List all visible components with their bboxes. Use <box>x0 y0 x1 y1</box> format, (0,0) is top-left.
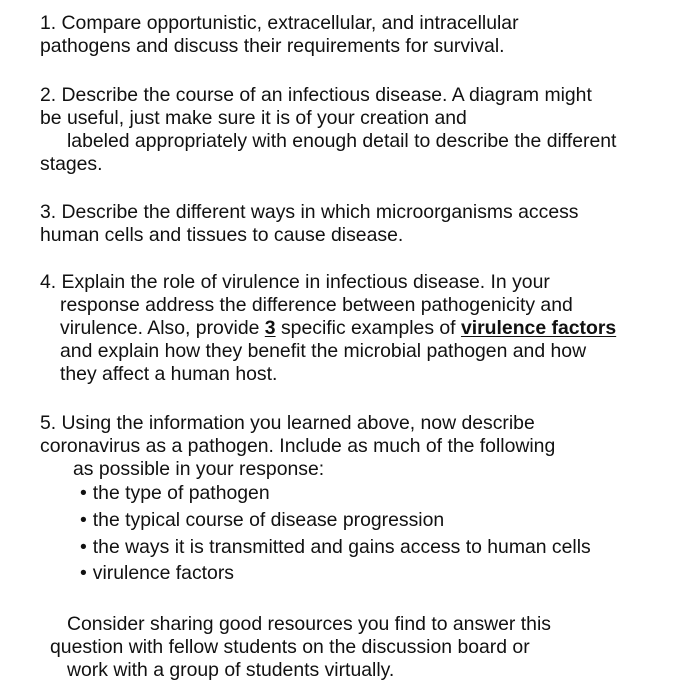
question-4-line-3-mid: specific examples of <box>275 317 461 339</box>
question-3-line-2: human cells and tissues to cause disease. <box>40 224 404 246</box>
bullet-icon: • <box>80 482 87 504</box>
bullet-icon: • <box>80 509 87 531</box>
closing-line-3: work with a group of students virtually. <box>67 659 395 681</box>
closing-line-1: Consider sharing good resources you find to answer this <box>67 613 551 635</box>
question-2-line-2: be useful, just make sure it is of your creation and <box>40 107 467 129</box>
bullet-icon: • <box>80 562 87 584</box>
question-5-line-3: as possible in your response: <box>73 458 325 480</box>
bullet-text: the typical course of disease progression <box>92 509 445 531</box>
question-2-line-4: stages. <box>40 153 103 175</box>
question-4-line-1: 4. Explain the role of virulence in infectious disease. In your <box>40 271 550 293</box>
question-4-line-2: response address the difference between pathogenicity and <box>60 294 573 316</box>
bullet-text: the ways it is transmitted and gains access to human cells <box>92 536 591 558</box>
question-4-line-3 <box>60 317 616 340</box>
bullet-text: the type of pathogen <box>92 482 270 504</box>
bullet-text: virulence factors <box>92 562 234 584</box>
question-5-line-1: 5. Using the information you learned above, now describe <box>40 412 535 434</box>
bullet-item <box>80 562 234 585</box>
question-4-line-3-pre: virulence. Also, provide <box>60 317 265 339</box>
question-1-line-1: 1. Compare opportunistic, extracellular, and intracellular <box>40 12 519 34</box>
example-count-emphasis: 3 <box>264 317 276 339</box>
bullet-item <box>80 536 591 559</box>
closing-line-2: question with fellow students on the discussion board or <box>50 636 530 658</box>
question-4-line-4: and explain how they benefit the microbial pathogen and how <box>60 340 587 362</box>
question-3-line-1: 3. Describe the different ways in which microorganisms access <box>40 201 579 223</box>
bullet-item <box>80 509 444 532</box>
question-2-line-1: 2. Describe the course of an infectious disease. A diagram might <box>40 84 592 106</box>
question-5-line-2: coronavirus as a pathogen. Include as much of the following <box>40 435 556 457</box>
bullet-icon: • <box>80 536 87 558</box>
question-1-line-2: pathogens and discuss their requirements for survival. <box>40 35 505 57</box>
question-4-line-5: they affect a human host. <box>60 363 278 385</box>
bullet-item <box>80 482 270 505</box>
question-2-line-3: labeled appropriately with enough detail to describe the different <box>67 130 617 152</box>
virulence-factors-emphasis: virulence factors <box>460 317 617 339</box>
